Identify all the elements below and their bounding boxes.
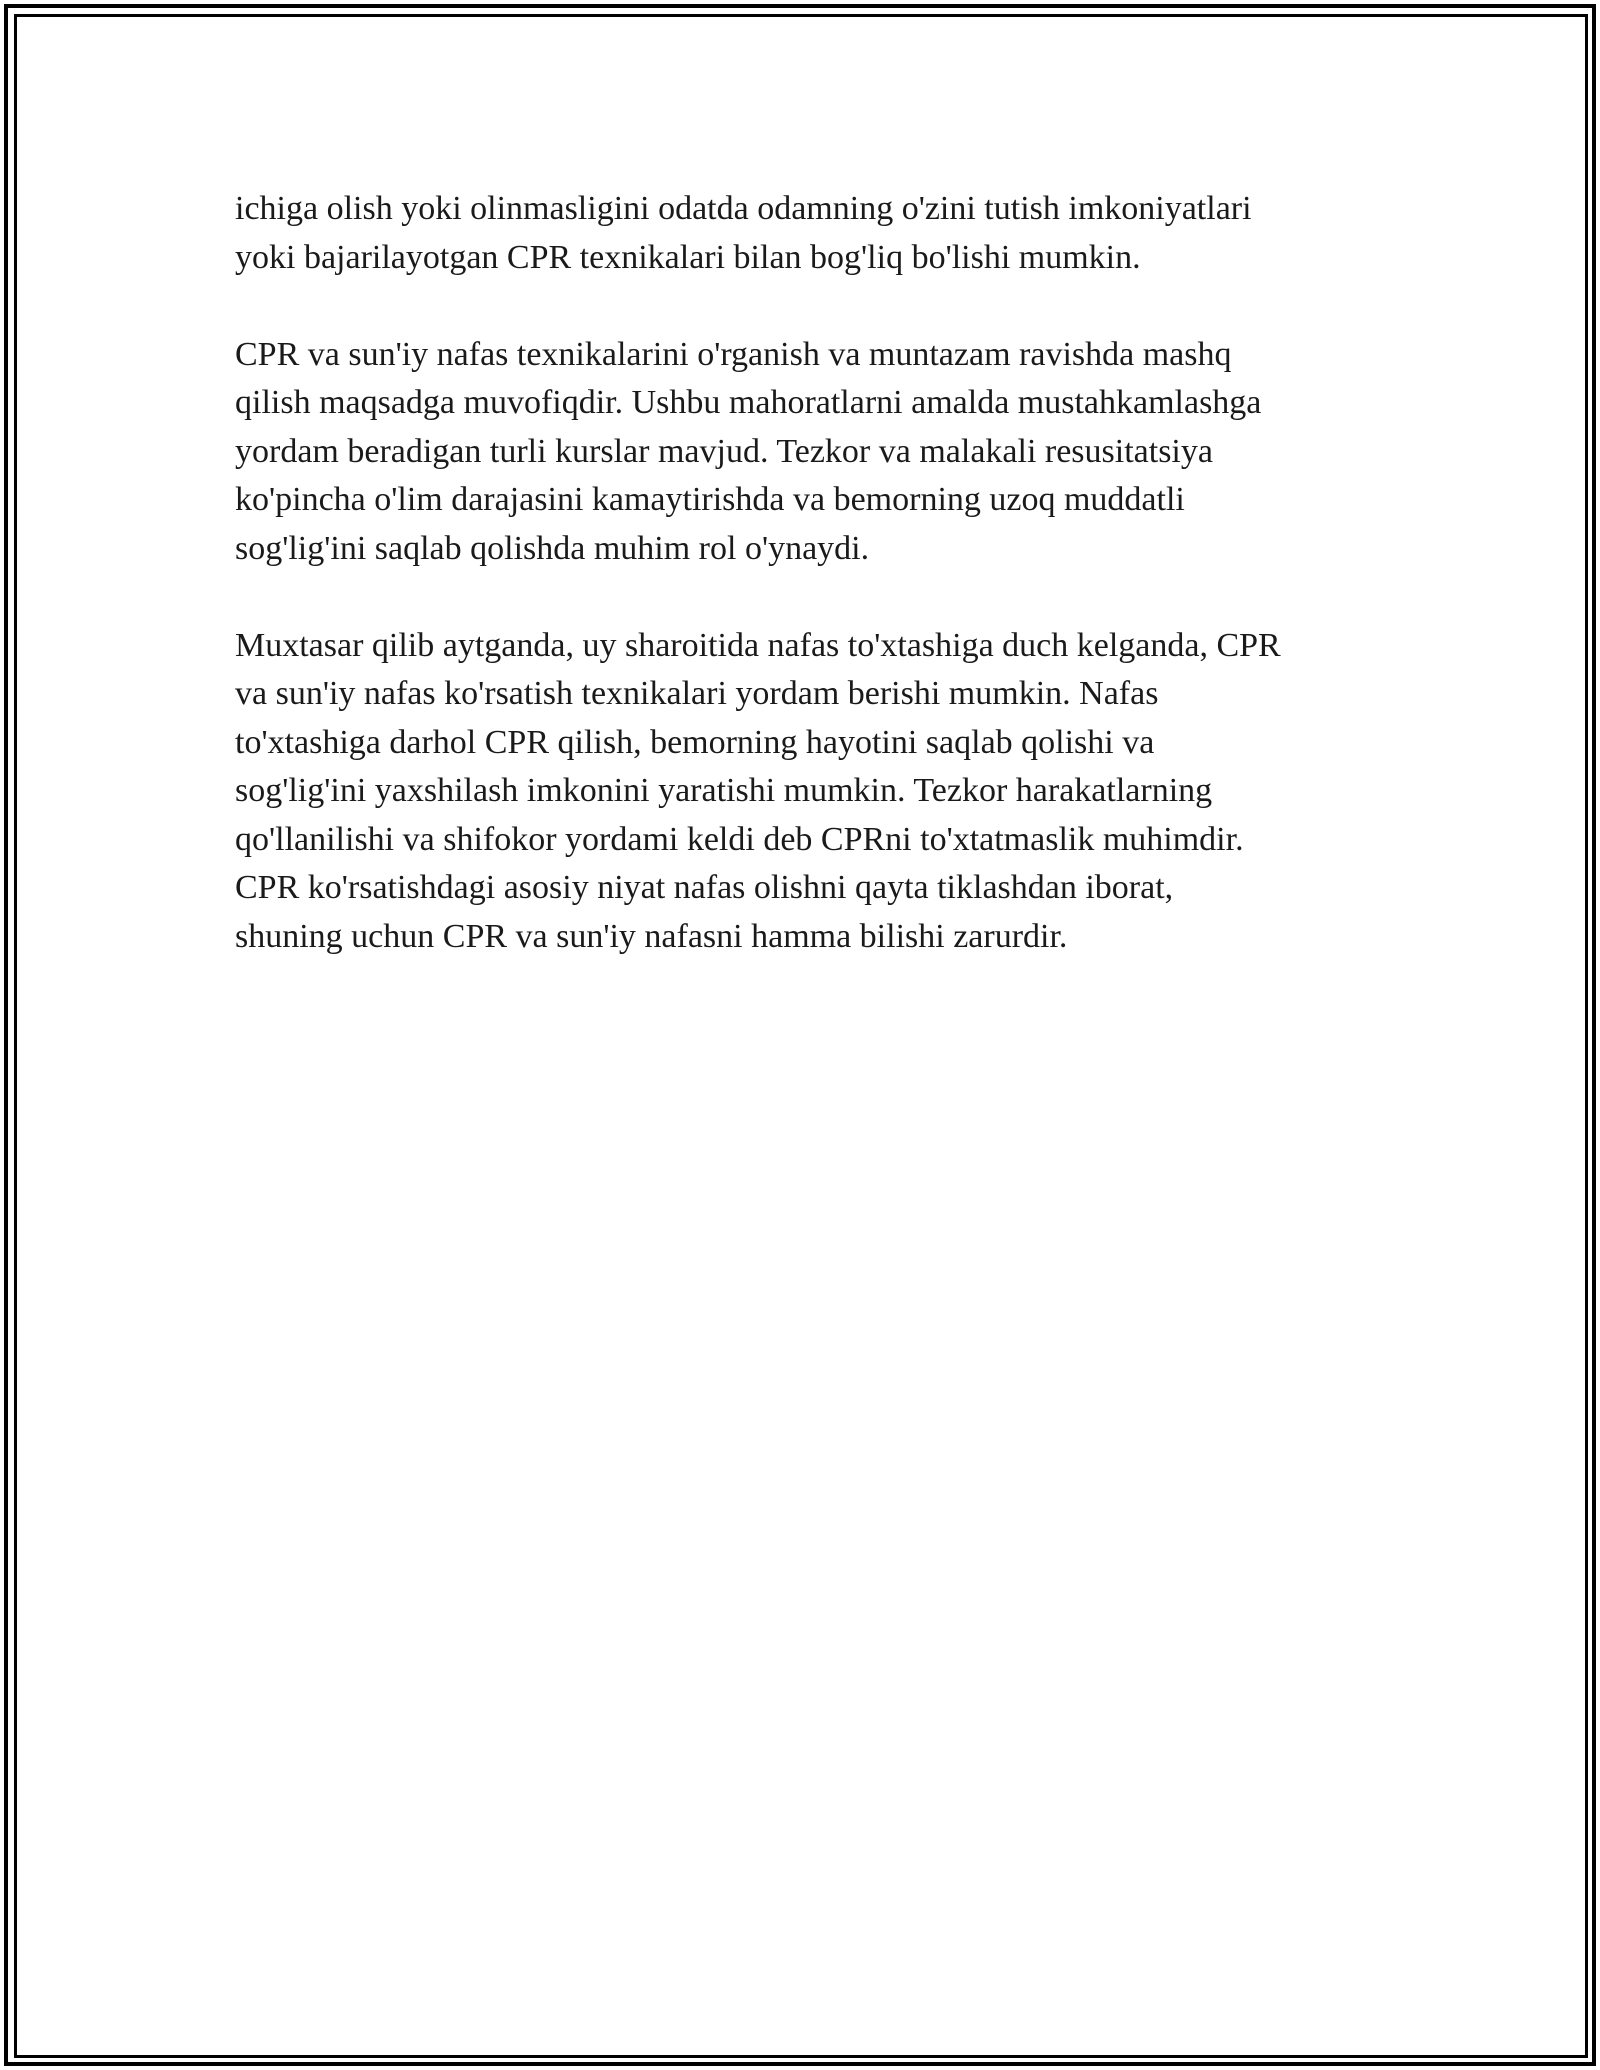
paragraph-2: CPR va sun'iy nafas texnikalarini o'rganish va muntazam ravishda mashq qilish maqsadga muvofiqdir. Ushbu mahoratlarni amalda mustahkamlashga yordam beradigan turli kurslar mavjud. Tezkor va malakali resusitatsiya ko'pincha o'lim darajasini kamaytirishda va bemorning uzoq muddatli sog'lig'ini saqlab qolishda muhim rol o'ynaydi. bbox=[235, 335, 1262, 567]
paragraph-1: ichiga olish yoki olinmasligini odatda odamning o'zini tutish imkoniyatlari yoki bajarilayotgan CPR texnikalari bilan bog'liq bo'lishi mumkin. bbox=[235, 190, 1252, 276]
paragraph-3: Muxtasar qilib aytganda, uy sharoitida nafas to'xtashiga duch kelganda, CPR va sun'iy nafas ko'rsatish texnikalari yordam berishi mumkin. Nafas to'xtashiga darhol CPR qilish, bemorning hayotini saqlab qolishi va sog'lig'ini yaxshilash imkonini yaratishi mumkin. Tezkor harakatlarning qo'llanilishi va shifokor yordami keldi deb CPRni to'xtatmaslik muhimdir. CPR ko'rsatishdagi asosiy niyat nafas olishni qayta tiklashdan iborat, shuning uchun CPR va sun'iy nafasni hamma bilishi zarurdir. bbox=[235, 626, 1281, 955]
document-body bbox=[235, 185, 1385, 1010]
